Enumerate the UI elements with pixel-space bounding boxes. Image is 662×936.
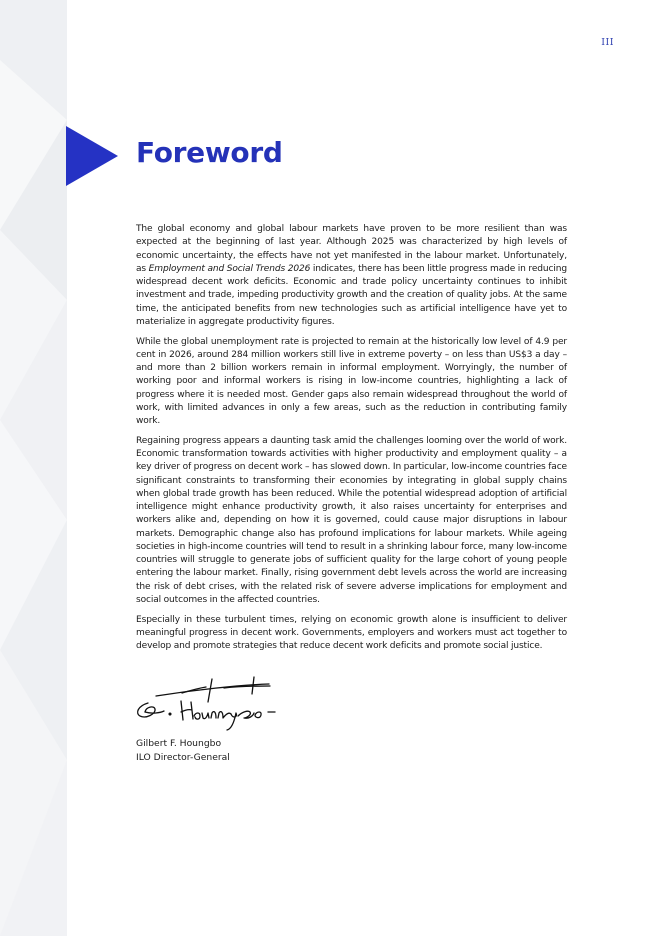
page-title: Foreword [136,136,283,169]
paragraph-1 [136,223,567,329]
signatory-role: ILO Director-General [136,751,230,763]
signatory-block [136,737,230,764]
left-decorative-band [0,0,67,936]
section-triangle-marker [66,126,118,186]
page-number: III [601,37,614,48]
paragraph-1-text-end: indicates, there has been little progress made in reducing widespread decent work deficits. Economic and trade policy uncertainty continues to inhibit investment and trade, impeding productivity growth and the creation of quality jobs. At the same time, the anticipated benefits from new technologies such as artificial intelligence have yet to materialize in aggregate productivity figures. [136,263,567,327]
paragraph-4: Especially in these turbulent times, relying on economic growth alone is insufficient to deliver meaningful progress in decent work. Governments, employers and workers must act together to develop and promote strategies that reduce decent work deficits and promote social justice. [136,614,567,651]
paragraph-1-text-start: The global economy and global labour markets have proven to be more resilient than was expected at the beginning of last year. Although 2025 was characterized by high levels of economic uncertainty, the effects have not yet manifested in the labour market. Unfortunately, as [136,224,567,274]
band-pattern [0,0,67,936]
signatory-name: Gilbert F. Houngbo [136,738,222,749]
foreword-body [136,223,567,660]
handwritten-signature [134,676,289,732]
report-title-italic: Employment and Social Trends 2026 [148,263,311,274]
paragraph-3: Regaining progress appears a daunting task amid the challenges looming over the world of work. Economic transformation towards activities with higher productivity and employment quality – a key driver of progress on decent work – has slowed down. In particular, low-income countries face significant constraints to transforming their economies by integrating in global supply chains when global trade growth has been reduced. While the potential widespread adoption of artificial intelligence might enhance productivity growth, it also raises uncertainty for enterprises and workers alike and, depending on how it is governed, could cause major disruptions in labour markets. Demographic change also has profound implications for labour markets. While ageing societies in high-income countries will tend to result in a shrinking labour force, many low-income countries will struggle to generate jobs of sufficient quality for the large cohort of young people entering the labour market. Finally, rising government debt levels across the world are increasing the risk of debt crises, with the related risk of severe adverse implications for employment and social outcomes in the affected countries. [136,435,567,605]
paragraph-2: While the global unemployment rate is projected to remain at the historically low level of 4.9 per cent in 2026, around 284 million workers still live in extreme poverty – on less than US$3 a day – and more than 2 billion workers remain in informal employment. Worryingly, the number of working poor and informal workers is rising in low-income countries, highlighting a lack of progress where it is needed most. Gender gaps also remain widespread throughout the world of work, with limited advances in only a few areas, such as the reduction in contributing family work. [136,336,567,426]
